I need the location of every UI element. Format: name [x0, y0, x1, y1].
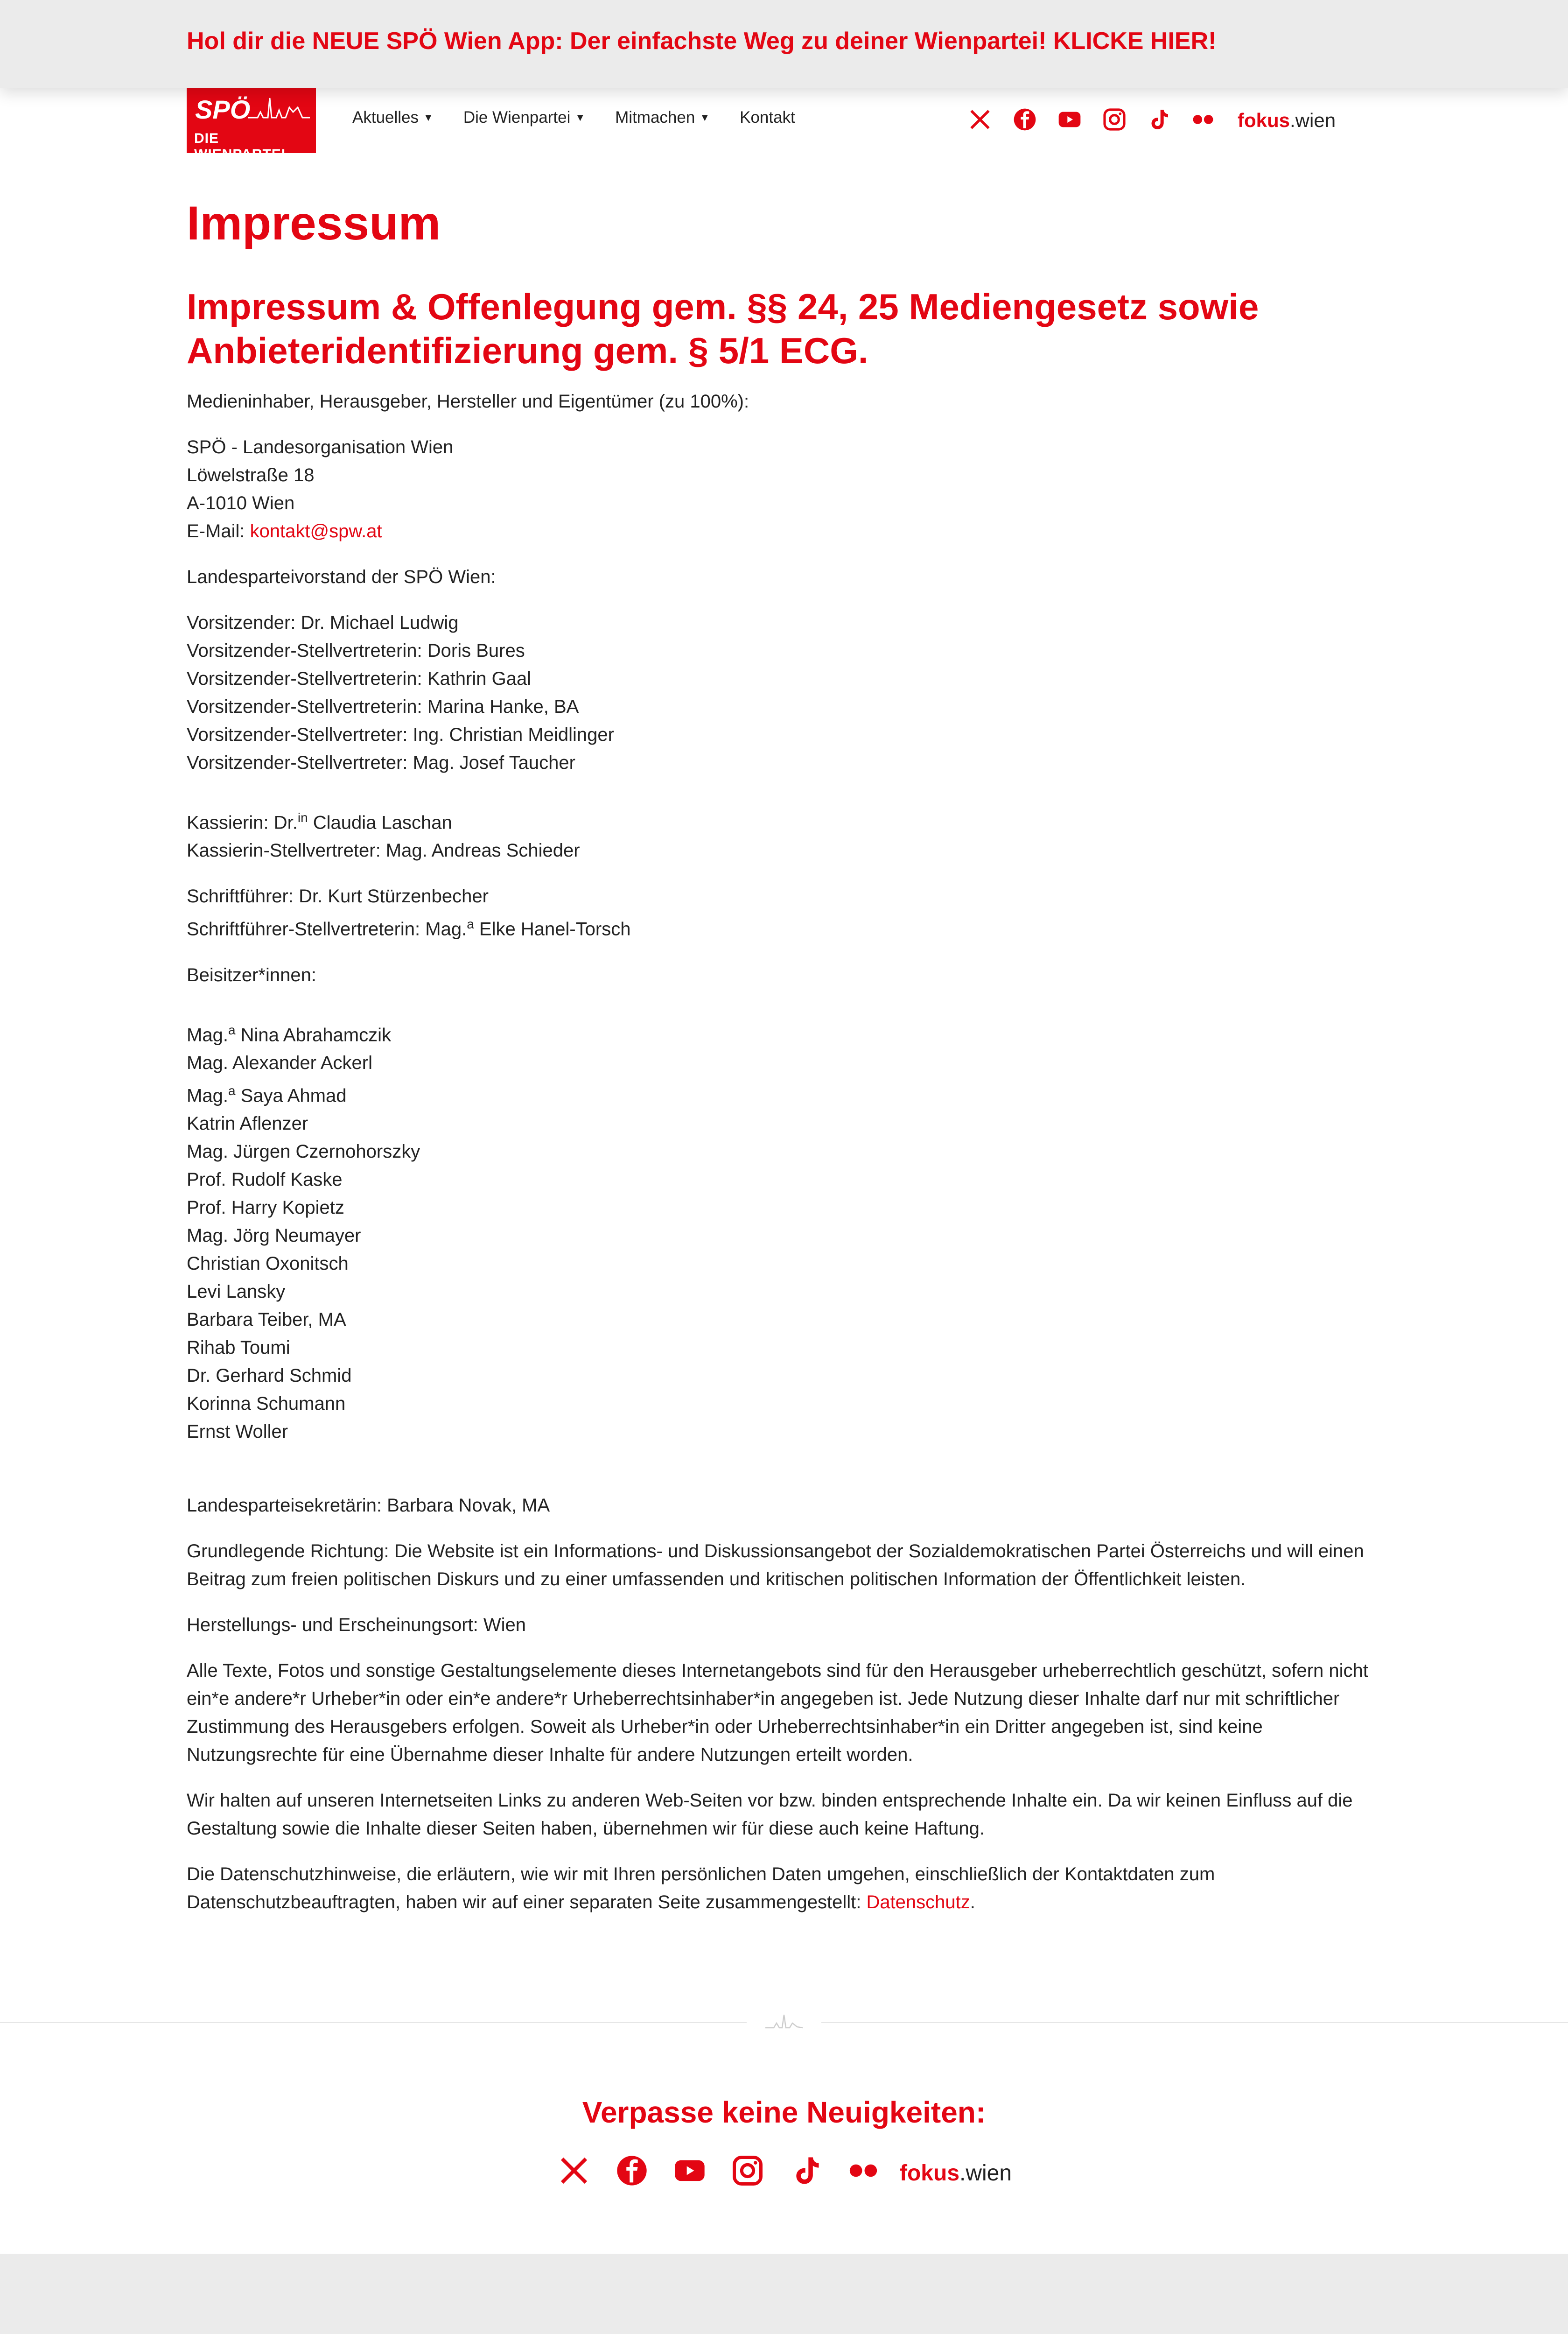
kassier-block — [187, 804, 1381, 865]
facebook-icon[interactable] — [1012, 106, 1038, 133]
logo-text-spoe: SPÖ — [195, 95, 251, 124]
beisitzer: Prof. Rudolf Kaske — [187, 1169, 343, 1190]
caret-down-icon: ▼ — [423, 112, 434, 123]
grundlegende-richtung: Grundlegende Richtung: Die Website ist ein Informations- und Diskussionsangebot der Sozialdemokratischen Partei Österreichs und will einen Beitrag zum freien politischen Diskurs und zu einer umfassenden und kritischen politischen Information der Öffentlichkeit leisten. — [187, 1541, 1364, 1590]
app-banner — [0, 0, 1568, 88]
erscheinungsort: Herstellungs- und Erscheinungsort: Wien — [187, 1615, 526, 1636]
spoe-logo[interactable] — [187, 88, 316, 162]
app-banner-link[interactable]: Hol dir die NEUE SPÖ Wien App: Der einfachste Weg zu deiner Wienpartei! KLICKE HIER! — [187, 28, 1217, 55]
beisitzer: Dr. Gerhard Schmid — [187, 1365, 352, 1386]
nav-item-aktuelles[interactable] — [352, 108, 434, 127]
address-block — [187, 433, 1381, 545]
beisitzer-3-sup: a — [228, 1083, 236, 1098]
schrift-stv-pre: Schriftführer-Stellvertreterin: Mag. — [187, 919, 467, 940]
fokus-bold: fokus — [900, 2161, 960, 2186]
caret-down-icon: ▼ — [700, 112, 710, 123]
logo-text-wienpartei: DIE WIENPARTEI. — [194, 131, 290, 162]
board-member: Vorsitzender: Dr. Michael Ludwig — [187, 612, 459, 633]
impressum-content — [187, 387, 1381, 1934]
beisitzer: Katrin Aflenzer — [187, 1113, 308, 1134]
page-title: Impressum — [187, 197, 441, 250]
beisitzer-label: Beisitzer*innen: — [187, 964, 316, 985]
beisitzer: Levi Lansky — [187, 1281, 286, 1302]
facebook-icon[interactable] — [614, 2153, 650, 2188]
fokus-bold: fokus — [1238, 109, 1290, 131]
schrift-block — [187, 882, 1381, 943]
fokus-rest: .wien — [959, 2161, 1012, 2186]
beisitzer: Barbara Teiber, MA — [187, 1309, 346, 1330]
kassierin-sup: in — [297, 810, 308, 825]
email-label: E-Mail: — [187, 521, 250, 541]
nav-label-mitmachen: Mitmachen — [615, 108, 695, 127]
kassierin-pre: Kassierin: Dr. — [187, 812, 298, 833]
nav-label-kontakt: Kontakt — [740, 108, 795, 127]
board-member: Vorsitzender-Stellvertreter: Ing. Christian Meidlinger — [187, 724, 614, 745]
datenschutz-end: . — [970, 1892, 975, 1913]
flickr-icon[interactable] — [1190, 106, 1216, 133]
caret-down-icon: ▼ — [575, 112, 586, 123]
board-list — [187, 609, 1381, 777]
beisitzer: Mag. Jörg Neumayer — [187, 1225, 361, 1246]
board-member: Vorsitzender-Stellvertreter: Mag. Josef Taucher — [187, 752, 575, 773]
x-icon[interactable] — [556, 2153, 592, 2188]
instagram-icon[interactable] — [1101, 106, 1127, 133]
kassierin-post: Claudia Laschan — [308, 812, 452, 833]
email-link[interactable]: kontakt@spw.at — [250, 521, 382, 541]
datenschutz-link[interactable]: Datenschutz — [866, 1892, 970, 1913]
datenschutz-hinweis — [187, 1860, 1381, 1916]
youtube-icon[interactable] — [672, 2153, 707, 2188]
nav-label-wienpartei: Die Wienpartei — [463, 108, 571, 127]
x-icon[interactable] — [967, 106, 993, 133]
main-nav — [352, 108, 795, 127]
address-line: SPÖ - Landesorganisation Wien — [187, 437, 454, 457]
nav-item-kontakt[interactable] — [740, 108, 795, 127]
board-member: Vorsitzender-Stellvertreterin: Doris Bures — [187, 640, 525, 661]
fokus-rest: .wien — [1290, 109, 1336, 131]
skyline-divider-icon — [747, 2008, 821, 2036]
beisitzer-1-post: Nina Abrahamczik — [235, 1024, 391, 1045]
datenschutz-text: Die Datenschutzhinweise, die erläutern, wie wir mit Ihren persönlichen Daten umgehen, einschließlich der Kontaktdaten zum Datenschutzbeauftragten, haben wir auf einer separaten Seite zusammengestellt: — [187, 1864, 1215, 1913]
fokus-wien-link[interactable] — [900, 2160, 1012, 2186]
sekretaerin: Landesparteisekretärin: Barbara Novak, MA — [187, 1495, 550, 1516]
address-line: A-1010 Wien — [187, 493, 295, 513]
beisitzer: Christian Oxonitsch — [187, 1253, 349, 1274]
beisitzer: Ernst Woller — [187, 1421, 288, 1442]
owner-label: Medieninhaber, Herausgeber, Hersteller und Eigentümer (zu 100%): — [187, 391, 749, 412]
beisitzer-1-sup: a — [228, 1022, 236, 1037]
urheberrecht: Alle Texte, Fotos und sonstige Gestaltungselemente dieses Internetangebots sind für den Herausgeber urheberrechtlich geschützt, sofern nicht ein*e andere*r Urheber*in oder ein*e andere*r Urheberrechtsinhaber*in angegeben ist. Jede Nutzung dieser Inhalte darf nur mit schriftlicher Zustimmung des Herausgebers erfolgen. Soweit als Urheber*in oder Urheberrechtsinhaber*in ein Dritter angegeben ist, sind keine Nutzungsrechte für eine Übernahme dieser Inhalte für andere Nutzungen erteilt worden. — [187, 1660, 1368, 1765]
address-line: Löwelstraße 18 — [187, 465, 315, 485]
board-member: Vorsitzender-Stellvertreterin: Marina Hanke, BA — [187, 696, 579, 717]
board-label: Landesparteivorstand der SPÖ Wien: — [187, 567, 496, 587]
beisitzer: Prof. Harry Kopietz — [187, 1197, 344, 1218]
instagram-icon[interactable] — [730, 2153, 765, 2188]
beisitzer: Korinna Schumann — [187, 1393, 346, 1414]
board-member: Vorsitzender-Stellvertreterin: Kathrin Gaal — [187, 668, 532, 689]
beisitzer-1-pre: Mag. — [187, 1024, 228, 1045]
youtube-icon[interactable] — [1057, 106, 1083, 133]
schriftfuehrer: Schriftführer: Dr. Kurt Stürzenbecher — [187, 886, 489, 907]
nav-label-aktuelles: Aktuelles — [352, 108, 419, 127]
beisitzer: Mag. Jürgen Czernohorszky — [187, 1141, 420, 1162]
beisitzer-list — [187, 1016, 1381, 1446]
beisitzer-3-pre: Mag. — [187, 1085, 228, 1106]
nav-item-mitmachen[interactable] — [615, 108, 710, 127]
page-subtitle: Impressum & Offenlegung gem. §§ 24, 25 Mediengesetz sowie Anbieteridentifizierung gem. § 5/1 ECG. — [187, 286, 1259, 371]
tiktok-icon[interactable] — [1145, 106, 1171, 133]
schrift-stv-post: Elke Hanel-Torsch — [474, 919, 631, 940]
beisitzer-3-post: Saya Ahmad — [235, 1085, 347, 1106]
kassierin-stv: Kassierin-Stellvertreter: Mag. Andreas Schieder — [187, 840, 580, 861]
schrift-stv-sup: a — [467, 917, 474, 932]
flickr-icon[interactable] — [846, 2153, 881, 2188]
vienna-skyline-icon — [246, 93, 312, 126]
site-footer — [0, 2254, 1568, 2334]
newsletter-title: Verpasse keine Neuigkeiten: — [582, 2095, 986, 2129]
fokus-wien-link[interactable] — [1238, 109, 1336, 132]
haftung-links: Wir halten auf unseren Internetseiten Links zu anderen Web-Seiten vor bzw. binden entsprechende Inhalte ein. Da wir keinen Einfluss auf die Gestaltung sowie die Inhalte dieser Seiten haben, übernehmen wir für diese auch keine Haftung. — [187, 1790, 1353, 1839]
beisitzer: Rihab Toumi — [187, 1337, 290, 1358]
nav-item-wienpartei[interactable] — [463, 108, 585, 127]
tiktok-icon[interactable] — [788, 2153, 823, 2188]
beisitzer: Mag. Alexander Ackerl — [187, 1052, 372, 1073]
